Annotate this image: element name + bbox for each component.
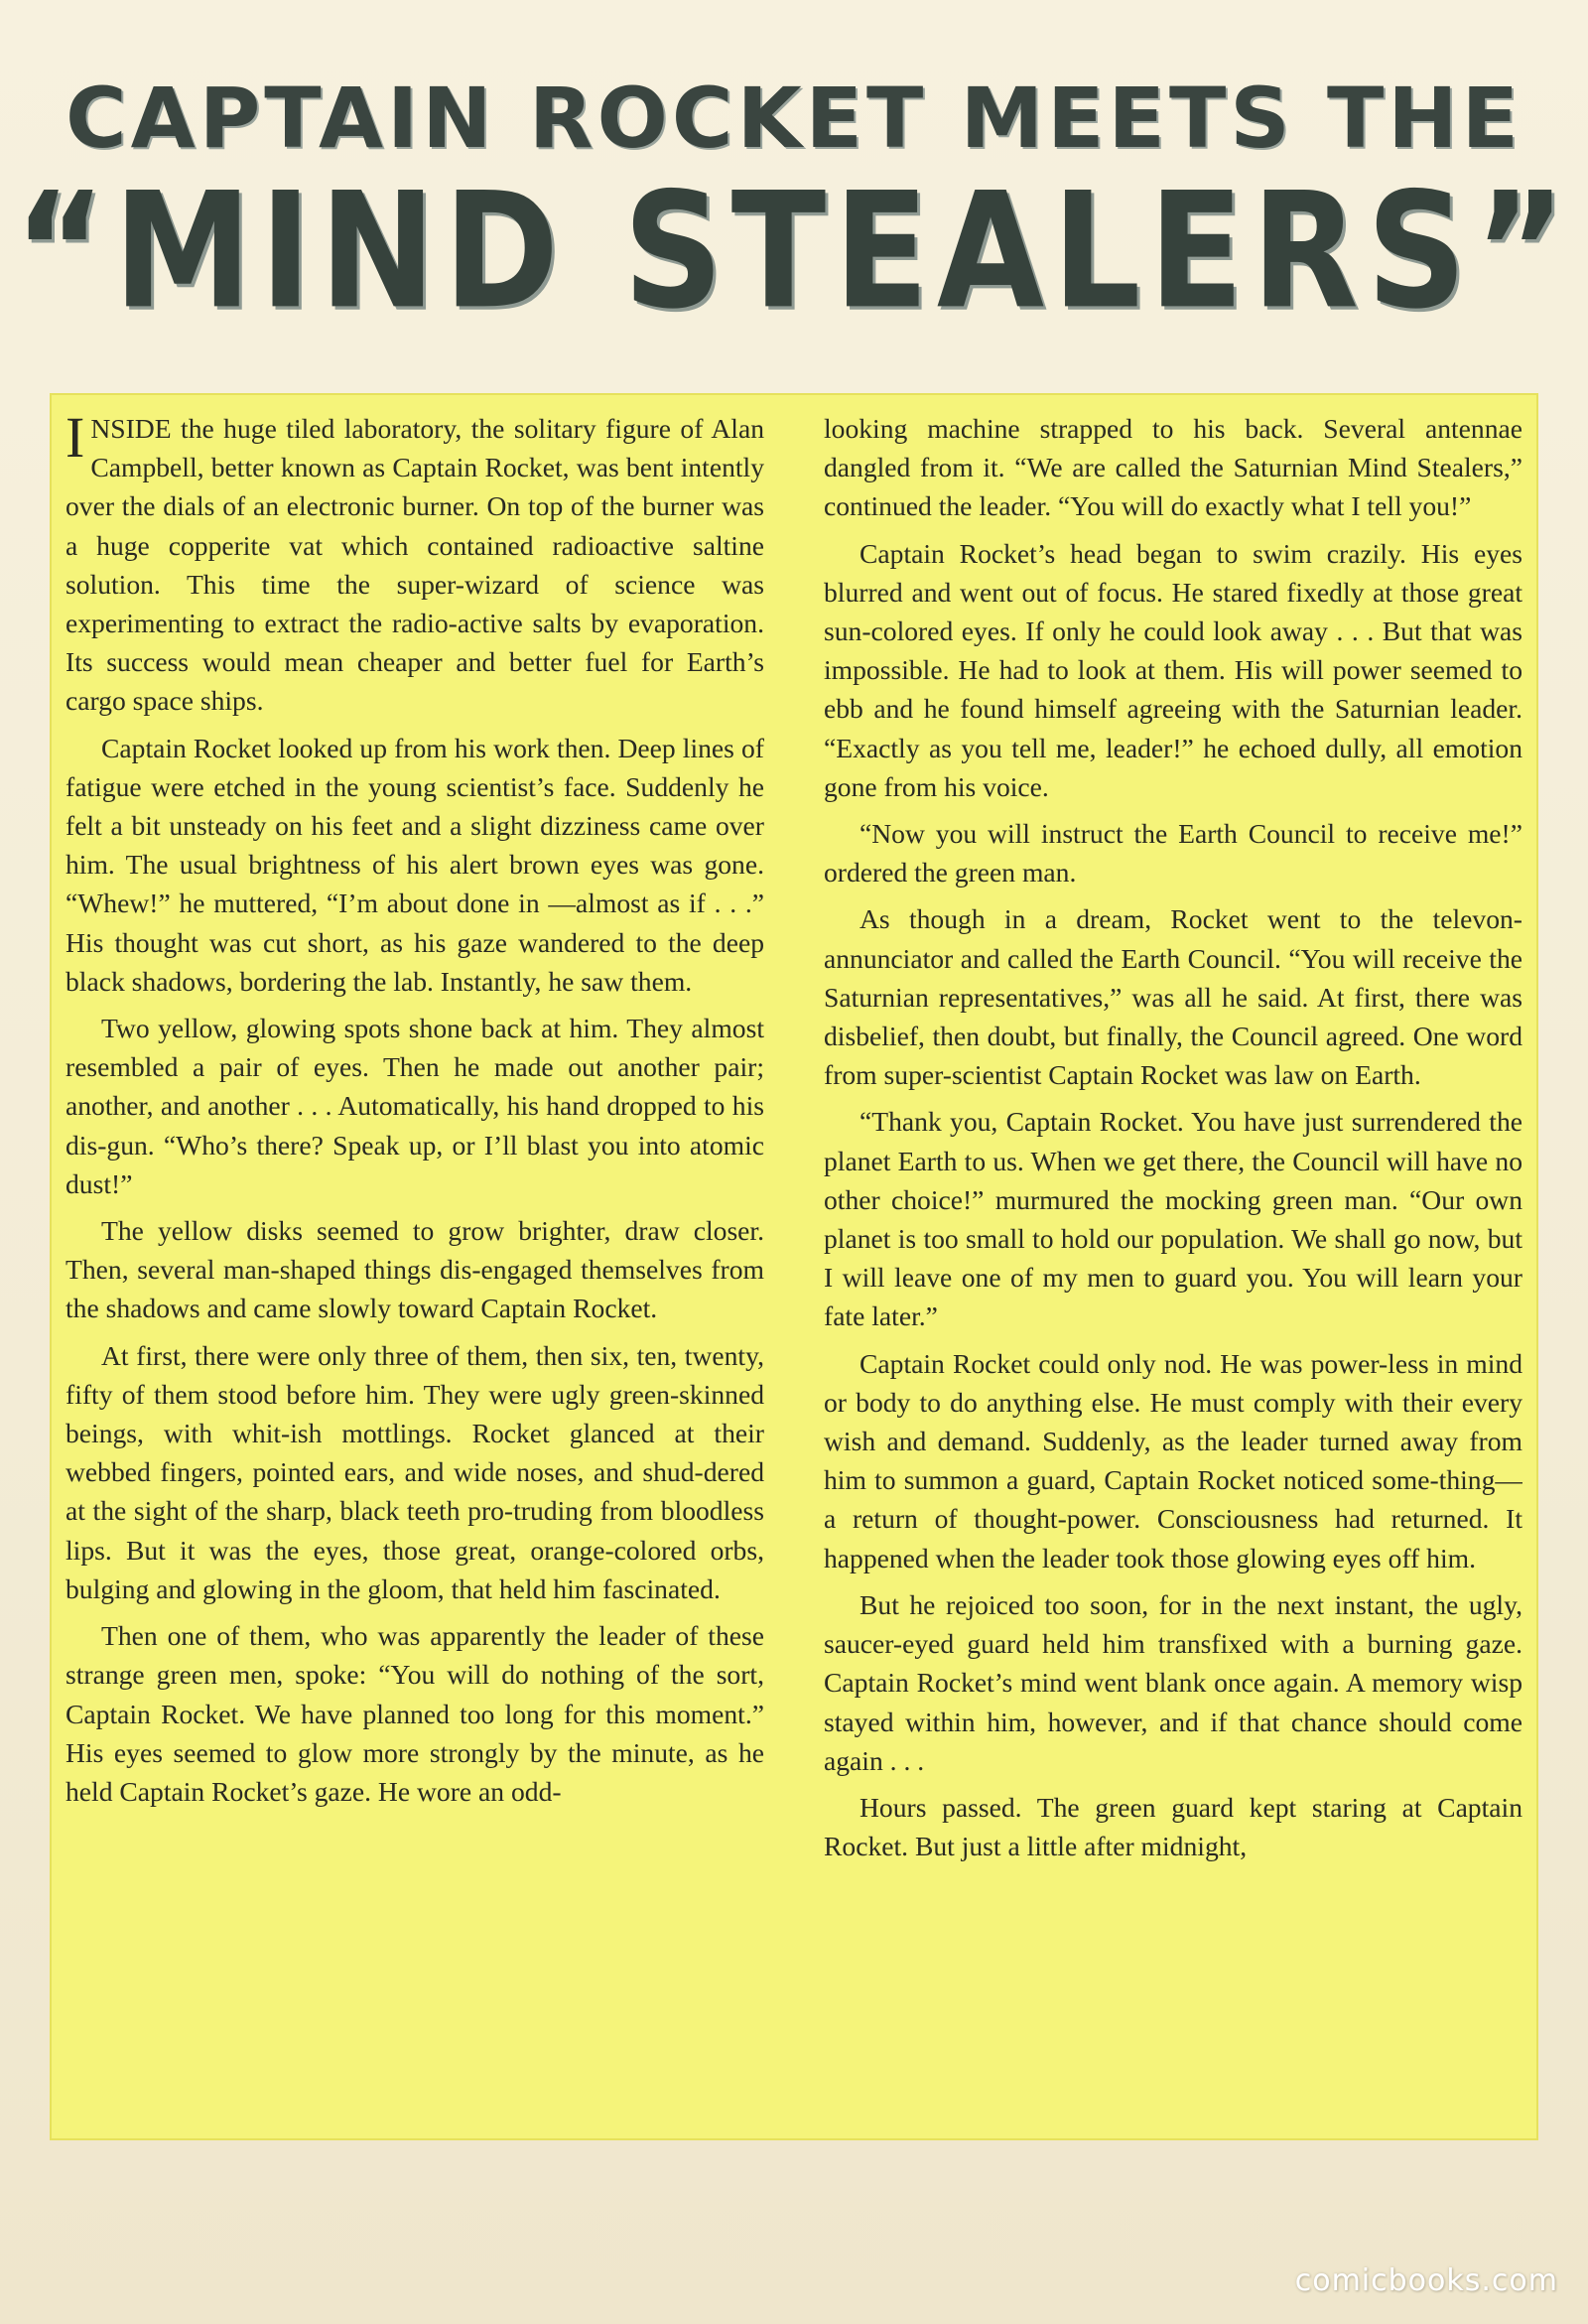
left-column <box>66 409 764 2136</box>
paragraph: Two yellow, glowing spots shone back at him. They almost resembled a pair of eyes. Then he made out another pair; another, and another . . . Automatically, his hand dropped to his dis-gun. “Who’s there? Speak up, or I’ll blast you into atomic dust!” <box>66 1013 764 1199</box>
paragraph: As though in a dream, Rocket went to the televon-annunciator and called the Earth Council. “You will receive the Saturnian representatives,” was all he said. At first, there was disbelief, then doubt, but finally, the Council agreed. One word from super-scientist Captain Rocket was law on Earth. <box>824 903 1522 1091</box>
paragraph: looking machine strapped to his back. Several antennae dangled from it. “We are called the Saturnian Mind Stealers,” continued the leader. “You will do exactly what I tell you!” <box>824 413 1522 522</box>
paragraph: “Thank you, Captain Rocket. You have just surrendered the planet Earth to us. When we get there, the Council will have no other choice!” murmured the mocking green man. “Our own planet is too small to hold our population. We shall go now, but I will leave one of my men to guard you. You will learn your fate later.” <box>824 1106 1522 1332</box>
paragraph: The yellow disks seemed to grow brighter, draw closer. Then, several man-shaped things dis-engaged themselves from the shadows and came slowly toward Captain Rocket. <box>66 1215 764 1324</box>
right-column <box>824 409 1522 2136</box>
paragraph: Captain Rocket could only nod. He was power-less in mind or body to do anything else. He must comply with their every wish and demand. Suddenly, as the leader turned away from him to summon a guard, Captain Rocket noticed some-thing—a return of thought-power. Consciousness had returned. It happened when the leader took those glowing eyes off him. <box>824 1347 1522 1573</box>
story-title-line-2: “MIND STEALERS” <box>14 159 1574 345</box>
paragraph <box>66 409 764 721</box>
paragraph: At first, there were only three of them, then six, ten, twenty, fifty of them stood before him. They were ugly green-skinned beings, with whit-ish mottlings. Rocket glanced at their webbed fingers, pointed ears, and wide noses, and shud-dered at the sight of the sharp, black teeth pro-truding from bloodless lips. But it was the eyes, those great, orange-colored orbs, bulging and glowing in the gloom, that held him fascinated. <box>66 1339 764 1604</box>
watermark: comicbooks.com <box>1294 2263 1558 2298</box>
paragraph: But he rejoiced too soon, for in the next instant, the ugly, saucer-eyed guard held him transfixed with a burning gaze. Captain Rocket’s mind went blank once again. A memory wisp stayed within him, however, and if that chance should come again . . . <box>824 1588 1522 1776</box>
paragraph-text: NSIDE the huge tiled laboratory, the solitary figure of Alan Campbell, better known as Captain Rocket, was bent intently over the dials of an electronic burner. On top of the burner was a huge copperite vat which contained radioactive saltine solution. This time the super-wizard of science was experimenting to extract the radio-active salts by evaporation. Its success would mean cheaper and better fuel for Earth’s cargo space ships. <box>66 413 764 717</box>
paragraph: Captain Rocket looked up from his work then. Deep lines of fatigue were etched in the young scientist’s face. Suddenly he felt a bit unsteady on his feet and a slight dizziness came over him. The usual brightness of his alert brown eyes was gone. “Whew!” he muttered, “I’m about done in —almost as if . . .” His thought was cut short, as his gaze wandered to the deep black shadows, bordering the lab. Instantly, he saw them. <box>66 732 764 997</box>
paragraph: Then one of them, who was apparently the leader of these strange green men, spoke: “You will do nothing of the sort, Captain Rocket. We have planned too long for this moment.” His eyes seemed to glow more strongly by the minute, as he held Captain Rocket’s gaze. He wore an odd- <box>66 1620 764 1807</box>
drop-cap: I <box>66 409 85 470</box>
paragraph: “Now you will instruct the Earth Council to receive me!” ordered the green man. <box>824 818 1522 889</box>
story-title-line-1: CAPTAIN ROCKET MEETS THE <box>66 69 1522 167</box>
paragraph: Hours passed. The green guard kept staring at Captain Rocket. But just a little after midnight, <box>824 1791 1522 1862</box>
paragraph: Captain Rocket’s head began to swim crazily. His eyes blurred and went out of focus. He stared fixedly at those great sun-colored eyes. If only he could look away . . . But that was impossible. He had to look at them. His will power seemed to ebb and he found himself agreeing with the Saturnian leader. “Exactly as you tell me, leader!” he echoed dully, all emotion gone from his voice. <box>824 537 1522 802</box>
